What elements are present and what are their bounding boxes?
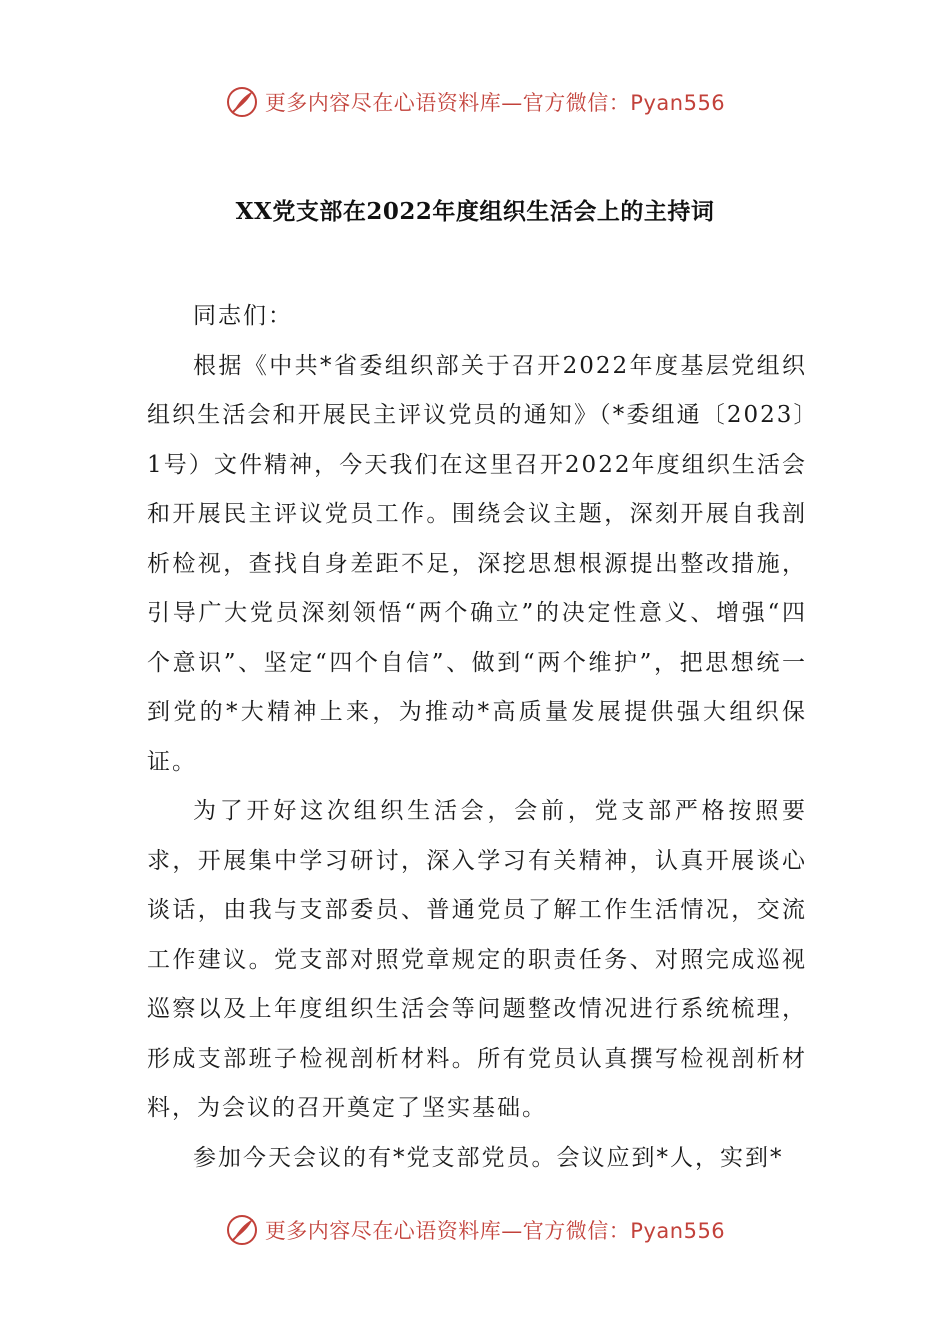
paragraph: 参加今天会议的有*党支部党员。会议应到*人，实到* — [193, 1144, 784, 1171]
paragraph: 为了开好这次组织生活会，会前，党支部严格按照要求，开展集中学习研讨，深入学习有关精神，认真开展谈心谈话，由我与支部委员、普通党员了解工作生活情况，交流工作建议。党支部对照党章规定的职责任务、对照完成巡视巡察以及上年度组织生活会等问题整改情况进行系统梳理，形成支部班子检视剖析材料。所有党员认真撰写检视剖析材料，为会议的召开奠定了坚实基础。 — [147, 798, 807, 1121]
document-body — [147, 292, 807, 1183]
watermark-text: 更多内容尽在心语资料库—官方微信：Pyan556 — [264, 1219, 726, 1243]
watermark-header — [0, 82, 950, 122]
document-title: XX党支部在2022年度组织生活会上的主持词 — [235, 198, 715, 226]
salutation: 同志们： — [193, 303, 293, 329]
paragraph: 根据《中共*省委组织部关于召开2022年度基层党组织组织生活会和开展民主评议党员的通知》（*委组通〔2023〕1号）文件精神，今天我们在这里召开2022年度组织生活会和开展民主评议党员工作。围绕会议主题，深刻开展自我剖析检视，查找自身差距不足，深挖思想根源提出整改措施，引导广大党员深刻领悟“两个确立”的决定性意义、增强“四个意识”、坚定“四个自信”、做到“两个维护”，把思想统一到党的*大精神上来，为推动*高质量发展提供强大组织保证。 — [147, 352, 807, 775]
watermark-text: 更多内容尽在心语资料库—官方微信：Pyan556 — [264, 91, 726, 115]
quill-pen-icon — [225, 85, 259, 119]
watermark-footer — [0, 1210, 950, 1250]
quill-pen-icon — [225, 1213, 259, 1247]
